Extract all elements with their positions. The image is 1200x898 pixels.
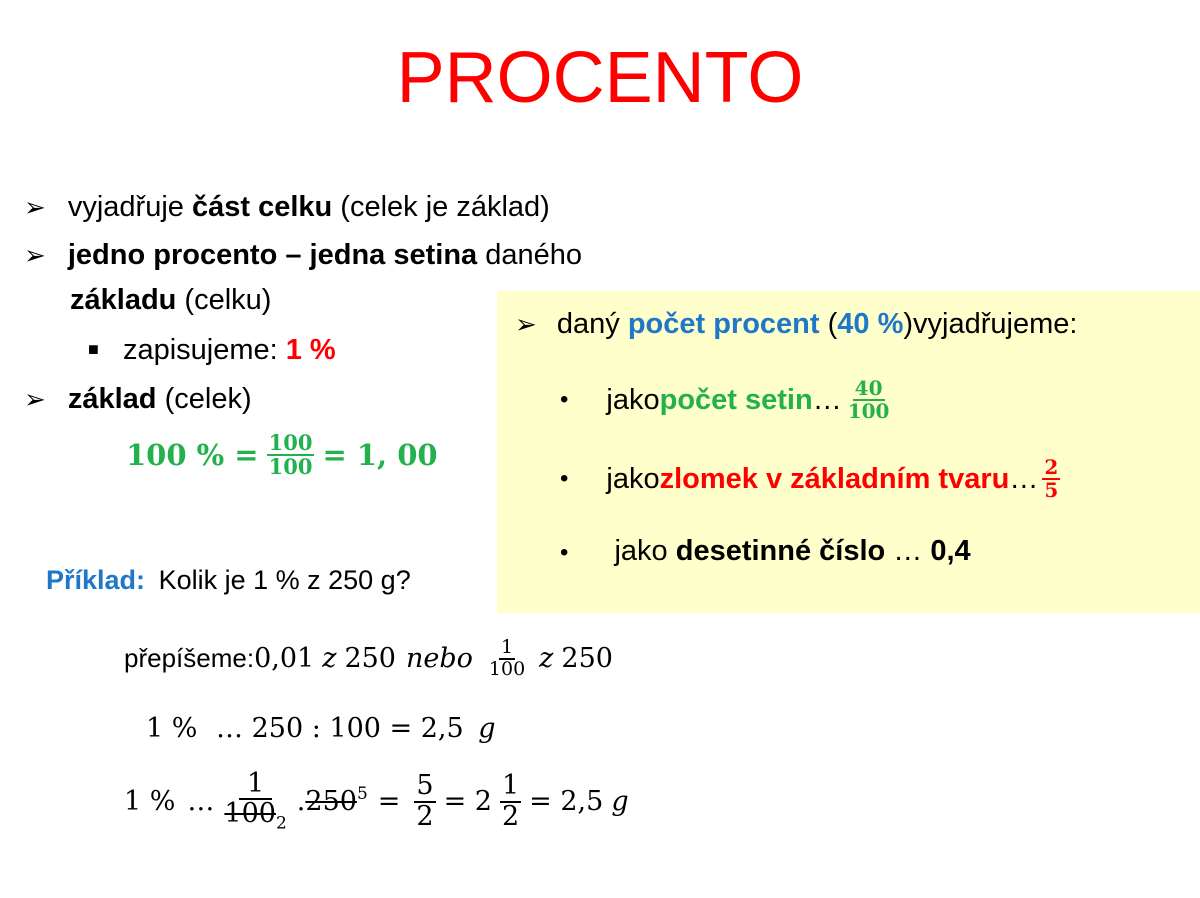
- box-head-blue2: 40 %: [837, 308, 904, 340]
- box-i3-pre: jako: [614, 535, 676, 567]
- eq-rhs: = 1, 00: [322, 438, 438, 473]
- l2-a: 1 %: [146, 713, 198, 744]
- example-heading: [46, 565, 411, 596]
- box-head-pre: daný: [556, 308, 628, 340]
- bullet-2-cont: [70, 286, 271, 315]
- example-label: Příklad:: [46, 565, 146, 595]
- box-item-3: [560, 535, 971, 568]
- bullet-3-post: (celek): [156, 383, 252, 415]
- box-head-blue1: počet procent: [627, 308, 820, 340]
- box-i1-green: počet setin: [659, 383, 813, 416]
- box-head-post: )vyjadřujeme:: [903, 308, 1078, 340]
- eq-den: 100: [268, 454, 313, 480]
- l3-dots: …: [187, 786, 215, 818]
- page-title: PROCENTO: [396, 38, 804, 118]
- fraction-2-5: [1042, 457, 1060, 501]
- bullet-dot-icon: •: [560, 465, 569, 492]
- arrow-bullet-icon: ➢: [515, 309, 537, 339]
- bullet-3: [24, 385, 252, 414]
- bullet-1: [24, 193, 550, 222]
- box-i1-num: 40: [854, 376, 883, 400]
- l3-eq1: =: [377, 786, 401, 818]
- bullet-dot-icon: •: [560, 539, 569, 566]
- box-i2-red: zlomek v základním tvaru: [659, 462, 1010, 495]
- l3-f2num: 5: [416, 770, 434, 802]
- fraction-1-100: [487, 638, 527, 680]
- bullet-2-bold2: základu: [70, 284, 177, 316]
- l3-f3den: 2: [501, 800, 520, 832]
- box-i1-dots: …: [812, 383, 842, 416]
- l1-z2: z: [539, 643, 554, 675]
- box-i2-den: 5: [1044, 478, 1059, 502]
- box-i3-dots: …: [885, 535, 931, 567]
- l1-den: 100: [488, 657, 526, 680]
- equation-100: [126, 432, 438, 478]
- eq-fraction: [267, 432, 315, 478]
- box-item-1: [560, 378, 895, 422]
- square-bullet-icon: ■: [88, 339, 99, 359]
- l3-s: 250: [305, 786, 357, 818]
- box-heading: [515, 308, 1077, 341]
- fraction-40-100: [846, 378, 892, 422]
- arrow-bullet-icon: ➢: [24, 192, 46, 222]
- box-i1-den: 100: [847, 399, 890, 423]
- sub-bullet-red: 1 %: [285, 334, 336, 366]
- fraction-1-2: [500, 772, 521, 831]
- bullet-1-post: (celek je základ): [332, 191, 550, 223]
- l3-f2den: 2: [416, 800, 434, 832]
- l3-a: 1 %: [124, 786, 176, 818]
- box-head-mid: (: [819, 308, 838, 340]
- bullet-1-pre: vyjadřuje: [67, 191, 192, 223]
- example-question: Kolik je 1 % z 250 g?: [158, 565, 411, 595]
- l3-f1den: 100: [224, 798, 276, 830]
- example-line-3: [124, 770, 629, 834]
- box-i2-pre: jako: [606, 462, 660, 495]
- bullet-2: [24, 241, 582, 270]
- l1-c: 250: [561, 643, 613, 675]
- box-i3-val: 0,4: [930, 535, 971, 567]
- box-i2-num: 2: [1044, 455, 1059, 479]
- eq-num: 100: [268, 430, 313, 455]
- box-i2-dots: …: [1009, 462, 1039, 495]
- fraction-5-2: [414, 772, 435, 831]
- arrow-bullet-icon: ➢: [24, 384, 46, 414]
- l3-f3num: 1: [501, 770, 520, 802]
- l3-eq3: = 2,5: [529, 786, 604, 818]
- l3-sup: 5: [356, 784, 368, 804]
- example-line-1: [124, 638, 613, 680]
- eq-lhs: 100 % =: [126, 438, 259, 473]
- bullet-dot-icon: •: [560, 386, 569, 413]
- l3-f1sub: 2: [275, 813, 287, 834]
- box-item-2: [560, 457, 1064, 501]
- bullet-3-bold: základ: [67, 383, 157, 415]
- l1-nebo: nebo: [405, 643, 473, 675]
- l2-g: g: [478, 713, 496, 744]
- example-line-2: [146, 713, 496, 744]
- l1-pre: přepíšeme:: [124, 643, 255, 674]
- l1-a: 0,01: [254, 643, 315, 675]
- l3-eq2: = 2: [443, 786, 492, 818]
- box-i1-pre: jako: [606, 383, 660, 416]
- l1-z1: z: [322, 643, 337, 675]
- bullet-2-post: daného: [477, 239, 582, 271]
- sub-bullet-pre: zapisujeme:: [122, 334, 286, 366]
- bullet-2-post2: (celku): [176, 284, 272, 316]
- bullet-2-bold: jedno procento – jedna setina: [67, 239, 478, 271]
- l2-b: … 250 : 100 = 2,5: [216, 713, 464, 744]
- box-i3-bold: desetinné číslo: [675, 535, 886, 567]
- bullet-1-bold: část celku: [191, 191, 333, 223]
- fraction-1-100-crossed: [222, 770, 288, 834]
- sub-bullet: [88, 336, 336, 365]
- l3-g: g: [611, 786, 629, 818]
- arrow-bullet-icon: ➢: [24, 240, 46, 270]
- l1-b: 250: [344, 643, 396, 675]
- l1-num: 1: [500, 636, 514, 658]
- l3-f1num: 1: [239, 770, 272, 800]
- l3-dot: .: [296, 786, 306, 818]
